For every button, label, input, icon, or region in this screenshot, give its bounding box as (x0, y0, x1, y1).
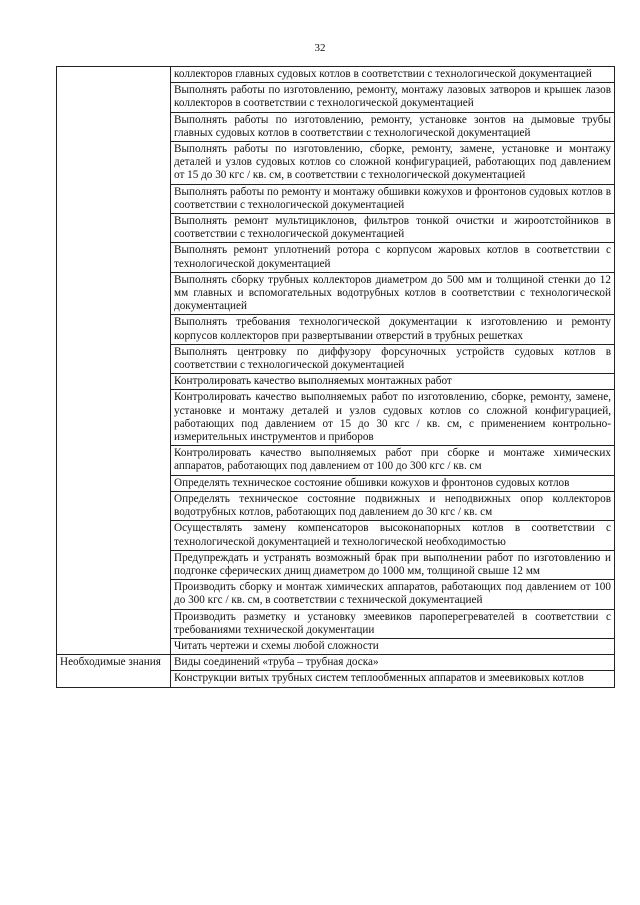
table-row (57, 655, 615, 671)
requirement-cell: Контролировать качество выполняемых работ по изготовлению, сборке, ремонту, замене, установке и монтажу деталей и узлов судовых котлов со сложной конфигурацией, работающих под давлением от 15 до 30 кгс / кв. см, с применением контрольно-измерительных инструментов и приборов (171, 390, 615, 446)
requirements-table-body (57, 67, 615, 688)
requirement-cell: Производить разметку и установку змеевиков пароперегревателей в соответствии с требованиями технической документации (171, 609, 615, 638)
section-label (57, 67, 171, 655)
requirement-cell: Определять техническое состояние обшивки кожухов и фронтонов судовых котлов (171, 475, 615, 491)
requirement-cell: Выполнять центровку по диффузору форсуночных устройств судовых котлов в соответствии с технологической документацией (171, 344, 615, 373)
requirement-cell: Конструкции витых трубных систем теплообменных аппаратов и змеевиковых котлов (171, 671, 615, 687)
requirement-cell: Выполнять работы по изготовлению, ремонту, установке зонтов на дымовые трубы главных судовых котлов в соответствии с технологической документацией (171, 112, 615, 141)
requirement-cell: Выполнять сборку трубных коллекторов диаметром до 500 мм и толщиной стенки до 12 мм главных и вспомогательных водотрубных котлов в соответствии с технологической документацией (171, 272, 615, 315)
requirements-table (56, 66, 615, 688)
requirement-cell: Выполнять работы по ремонту и монтажу обшивки кожухов и фронтонов судовых котлов в соответствии с технологической документацией (171, 184, 615, 213)
requirement-cell: Выполнять ремонт мультициклонов, фильтров тонкой очистки и жироотстойников в соответствии с технологической документацией (171, 214, 615, 243)
requirement-cell: Выполнять работы по изготовлению, ремонту, монтажу лазовых затворов и крышек лазов коллекторов в соответствии с технологической документацией (171, 83, 615, 112)
requirement-cell: Контролировать качество выполняемых работ при сборке и монтаже химических аппаратов, работающих под давлением от 100 до 300 кгс / кв. см (171, 446, 615, 475)
requirement-cell: Производить сборку и монтаж химических аппаратов, работающих под давлением от 100 до 300 кгс / кв. см, в соответствии с технической документацией (171, 580, 615, 609)
requirement-cell: коллекторов главных судовых котлов в соответствии с технологической документацией (171, 67, 615, 83)
requirement-cell: Читать чертежи и схемы любой сложности (171, 638, 615, 654)
requirement-cell: Виды соединений «труба – трубная доска» (171, 655, 615, 671)
requirement-cell: Выполнять требования технологической документации к изготовлению и ремонту корпусов коллекторов при развертывании отверстий в трубных решетках (171, 315, 615, 344)
requirement-cell: Осуществлять замену компенсаторов высоконапорных котлов в соответствии с технологической документацией и технологической необходимостью (171, 521, 615, 550)
requirement-cell: Контролировать качество выполняемых монтажных работ (171, 374, 615, 390)
table-row (57, 67, 615, 83)
requirement-cell: Определять техническое состояние подвижных и неподвижных опор коллекторов водотрубных котлов, работающих под давлением до 30 кгс / кв. см (171, 491, 615, 520)
requirement-cell: Выполнять ремонт уплотнений ротора с корпусом жаровых котлов в соответствии с технологической документацией (171, 243, 615, 272)
section-label: Необходимые знания (57, 655, 171, 687)
page-number: 32 (314, 42, 326, 54)
requirement-cell: Предупреждать и устранять возможный брак при выполнении работ по изготовлению и подгонке сферических днищ диаметром до 1000 мм, толщиной свыше 12 мм (171, 550, 615, 579)
requirement-cell: Выполнять работы по изготовлению, сборке, ремонту, замене, установке и монтажу деталей и узлов судовых котлов со сложной конфигурацией, работающих под давлением от 15 до 30 кгс / кв. см, в соответствии с технологической документацией (171, 142, 615, 185)
